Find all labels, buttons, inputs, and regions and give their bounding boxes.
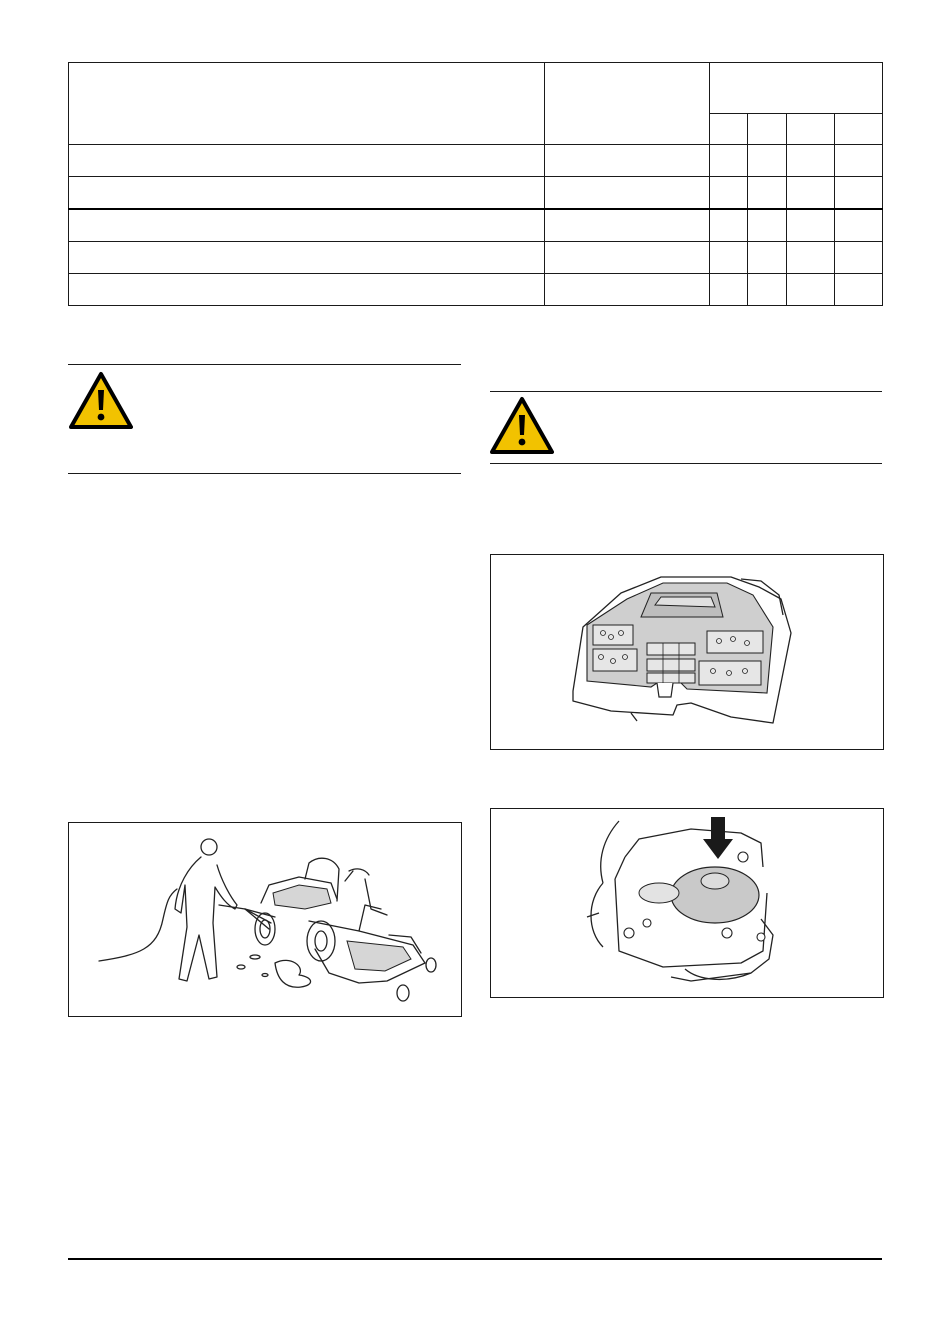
table-row [69,209,883,242]
footer-rule [68,1258,882,1260]
table-cell-extra [545,209,710,242]
table-row [69,177,883,210]
table-cell-mark [787,177,835,210]
table-cell-mark [710,274,748,306]
table-cell-task [69,209,545,242]
table-cell-mark [835,242,883,274]
table-cell-task [69,177,545,210]
table-cell-mark [748,209,787,242]
table-header-interval [748,114,787,145]
table-cell-mark [710,242,748,274]
table-header-interval [787,114,835,145]
table-cell-task [69,274,545,306]
engine-figure [490,808,884,998]
table-cell-mark [748,145,787,177]
table-cell-mark [787,145,835,177]
table-header-interval [710,114,748,145]
table-cell-mark [710,209,748,242]
table-cell-extra [545,145,710,177]
table-cell-mark [787,209,835,242]
table-cell-mark [787,242,835,274]
washing-mower-figure [68,822,462,1017]
table-header-interval [835,114,883,145]
arrow-down-icon [703,817,733,859]
table-cell-mark [835,177,883,210]
table-cell-extra [545,242,710,274]
warning-triangle-icon [69,371,133,434]
table-cell-mark [748,274,787,306]
table-row [69,274,883,306]
table-cell-mark [835,145,883,177]
table-cell-mark [787,274,835,306]
table-header-frequency [545,63,710,145]
table-cell-task [69,145,545,177]
maintenance-table [68,62,883,306]
warning-triangle-icon [490,396,554,459]
table-row [69,242,883,274]
table-cell-mark [748,242,787,274]
warning-box-left [68,364,461,474]
table-cell-mark [835,209,883,242]
table-cell-extra [545,177,710,210]
table-header-hours [710,63,883,114]
table-row [69,145,883,177]
table-header-description [69,63,545,145]
table-cell-mark [710,145,748,177]
table-cell-mark [835,274,883,306]
table-cell-mark [748,177,787,210]
table-cell-extra [545,274,710,306]
warning-box-right [490,391,882,464]
control-panel-figure [490,554,884,750]
table-cell-task [69,242,545,274]
table-cell-mark [710,177,748,210]
